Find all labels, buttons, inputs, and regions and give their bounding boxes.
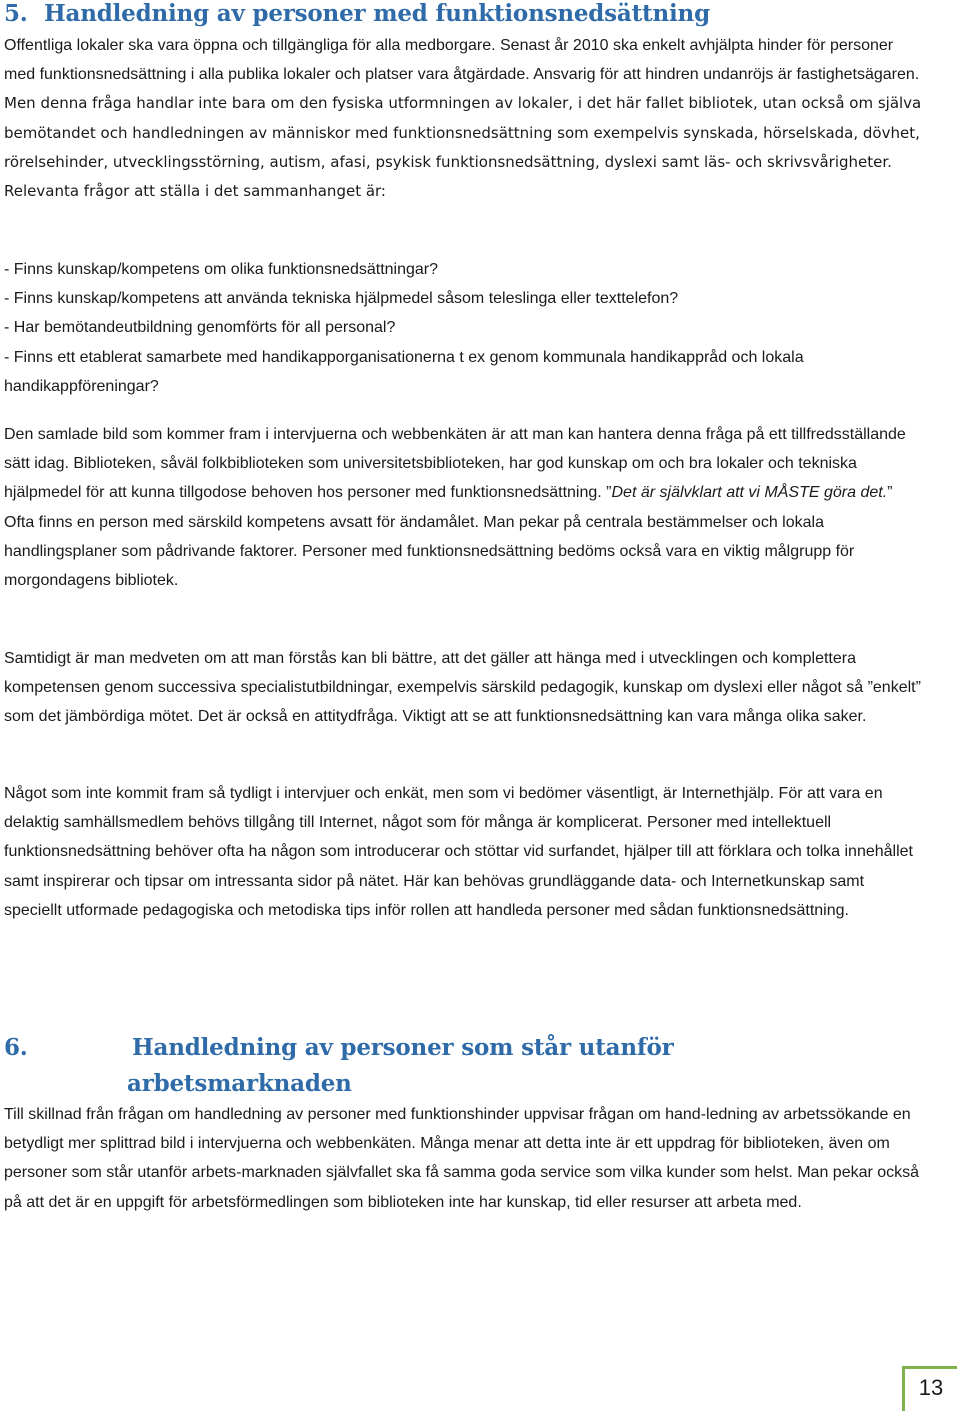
section-6-number: 6. xyxy=(4,1034,28,1061)
paragraph-accessibility-intro-part1: Offentliga lokaler ska vara öppna och tillgängliga för alla medborgare. Senast år 2010 ska enkelt avhjälpta hinder för personer med funktionsnedsättning i alla publika lokaler och platser vara åtgärdade. Ansvarig för att hindren undanröjs är fastighetsägaren. xyxy=(4,37,920,84)
paragraph-job-seekers: Till skillnad från frågan om handledning av personer med funktionshinder uppvisar frågan om hand-ledning av arbetssökande en betydligt mer splittrad bild i intervjuerna och webbenkäten. Många menar att detta inte är ett uppdrag för biblioteken, även om personer som står utanför arbets-marknaden självfallet ska få samma goda service som vilka kunder som helst. Man pekar också på att det är en uppgift för arbetsförmedlingen som biblioteken inte har kunskap, tid eller resurser att arbeta med. xyxy=(4,1106,920,1211)
question-list-item: - Finns kunskap/kompetens att använda tekniska hjälpmedel såsom teleslinga eller texttelefon? xyxy=(4,290,679,308)
section-5-heading xyxy=(4,0,710,27)
section-6-title-line1: Handledning av personer som står utanför xyxy=(132,1034,674,1061)
page-number: 13 xyxy=(918,1375,944,1400)
paragraph-improvement: Samtidigt är man medveten om att man förstås kan bli bättre, att det gäller att hänga med i utvecklingen och komplettera kompetensen genom successiva specialistutbildningar, exempelvis särskild pedagogik, kunskap om dyslexi eller något så ”enkelt” som det jämbördiga mötet. Det är också en attitydfråga. Viktigt att se att funktionsnedsättning kan vara många olika saker. xyxy=(4,650,921,726)
paragraph-internet-help: Något som inte kommit fram så tydligt i intervjuer och enkät, men som vi bedömer väsentligt, är Internethjälp. För att vara en delaktig samhällsmedlem behövs tillgång till Internet, något som för många är komplicerat. Personer med intellektuell funktionsnedsättning behöver ofta ha någon som introducerar och stöttar vid surfandet, hjälper till att förklara och tolka innehållet samt inspirerar och tipsar om intressanta sidor på nätet. Här kan behövas grundläggande data- och Internetkunskap samt speciellt utformade pedagogiska och metodiska tips inför rollen att handleda personer med sådan funktionsnedsättning. xyxy=(4,785,913,919)
paragraph-overall-picture xyxy=(4,420,924,595)
section-5-title: Handledning av personer med funktionsnedsättning xyxy=(44,0,710,27)
paragraph-accessibility-intro xyxy=(4,31,924,206)
paragraph-overall-picture-after: ” Ofta finns en person med särskild kompetens avsatt för ändamålet. Man pekar på centrala bestämmelser och lokala handlingsplaner som pådrivande faktorer. Personer med funktionsnedsättning bedöms också vara en viktig målgrupp för morgondagens bibliotek. xyxy=(4,484,893,590)
question-list-item: - Finns kunskap/kompetens om olika funktionsnedsättningar? xyxy=(4,261,439,278)
paragraph-accessibility-intro-part2: Men denna fråga handlar inte bara om den fysiska utformningen av lokaler, i det här fallet bibliotek, utan också om själva bemötandet och handledningen av människor med funktionsnedsättning som exempelvis synskada, hörselskada, dövhet, rörelsehinder, utvecklingsstörning, autism, afasi, psykisk funktionsnedsättning, dyslexi samt läs- och skrivsvårigheter. Relevanta frågor att ställa i det sammanhanget är: xyxy=(4,94,922,201)
paragraph-overall-picture-quote: Det är självklart att vi MÅSTE göra det. xyxy=(611,484,888,502)
page-number-box xyxy=(902,1366,957,1411)
section-6-title-line2: arbetsmarknaden xyxy=(127,1070,352,1097)
question-list-item: - Finns ett etablerat samarbete med handikapporganisationerna t ex genom kommunala handikappråd och lokala handikappföreningar? xyxy=(4,348,804,395)
paragraph-overall-picture-before: Den samlade bild som kommer fram i intervjuerna och webbenkäten är att man kan hantera denna fråga på ett tillfredsställande sätt idag. Biblioteken, såväl folkbiblioteken som universitetsbiblioteken, har god kunskap om och bra lokaler och tekniska hjälpmedel för att kunna tillgodose behoven hos personer med funktionsnedsättning. ” xyxy=(4,426,906,502)
question-list xyxy=(4,255,924,401)
question-list-item: - Har bemötandeutbildning genomförts för all personal? xyxy=(4,319,396,337)
section-5-number: 5. xyxy=(4,0,28,27)
